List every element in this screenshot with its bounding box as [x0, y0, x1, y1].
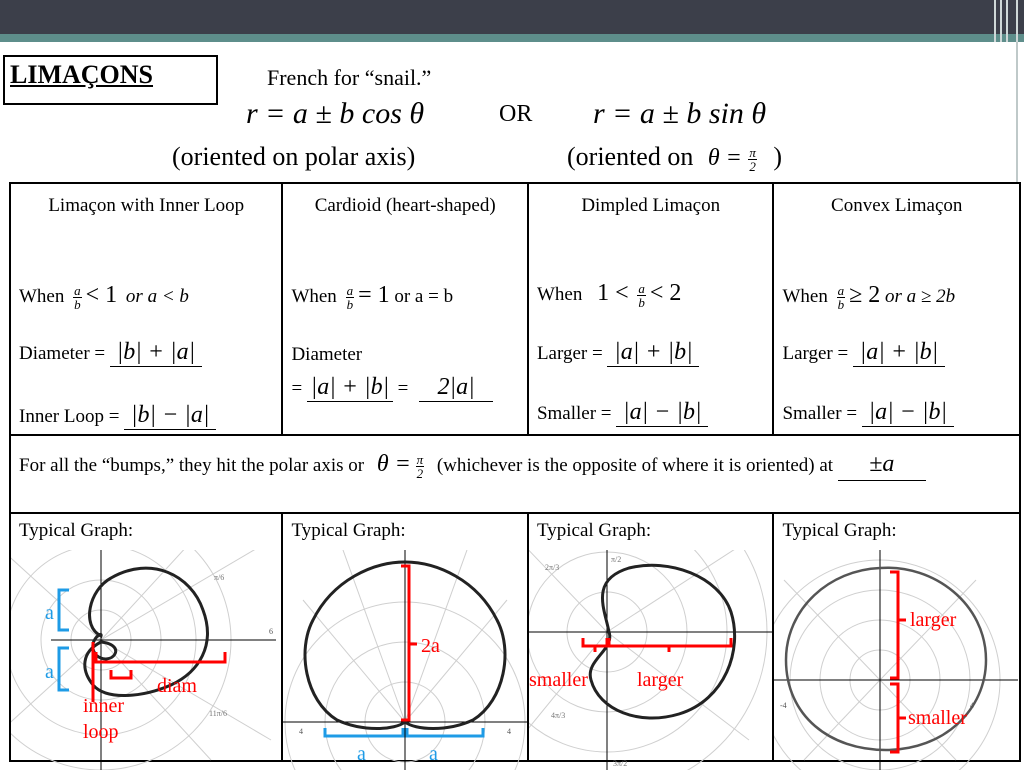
svg-text:π/6: π/6	[214, 573, 225, 582]
label-diam: diam	[157, 675, 197, 697]
svg-text:4: 4	[970, 701, 975, 710]
svg-text:2π/3: 2π/3	[544, 563, 560, 572]
graph-inner-loop	[10, 513, 282, 761]
column-dimpled	[528, 183, 774, 435]
svg-text:11π/6: 11π/6	[209, 709, 227, 718]
dimpled-graph	[529, 550, 773, 770]
typical-graph-label: Typical Graph:	[291, 520, 406, 541]
column-convex	[773, 183, 1020, 435]
slide-accent-stripe	[0, 34, 1024, 42]
sin-equation: r = a ± b sin θ	[593, 97, 767, 130]
label-a-top: a	[45, 602, 54, 624]
pi-over-2-fraction: $\frac{\pi}{2}$	[416, 452, 424, 482]
bumps-theta: θ =	[376, 451, 411, 477]
when-condition: When $\frac{a}{b}$ < 1 or a < b	[19, 282, 189, 313]
cos-orientation-note: (oriented on polar axis)	[172, 142, 416, 171]
svg-text:4π/3: 4π/3	[550, 711, 566, 720]
bumps-answer: ±a	[838, 448, 926, 481]
typical-graph-label: Typical Graph:	[19, 520, 134, 541]
or-label: OR	[499, 101, 533, 127]
label-larger: larger	[636, 669, 684, 691]
label-smaller: smaller	[528, 669, 588, 691]
graph-cardioid	[282, 513, 528, 765]
diameter-formula: = |a| + |b| = 2|a|	[291, 374, 493, 402]
svg-text:6: 6	[269, 627, 273, 636]
subtitle: French for “snail.”	[267, 65, 432, 90]
pi-over-2-fraction: $\frac{\pi}{2}$	[749, 144, 756, 174]
column-heading: Cardioid (heart-shaped)	[314, 195, 496, 216]
when-condition: When $\frac{a}{b}$ = 1 or a = b	[291, 282, 454, 313]
smaller-formula: Smaller = |a| − |b|	[782, 399, 953, 427]
cos-equation: r = a ± b cos θ	[246, 97, 425, 130]
cardioid-graph	[283, 550, 527, 770]
column-heading: Convex Limaçon	[831, 195, 963, 216]
typical-graph-label: Typical Graph:	[782, 520, 897, 541]
label-inner: inner	[83, 695, 125, 717]
page-title: LIMAÇONS	[10, 60, 154, 89]
larger-formula: Larger = |a| + |b|	[782, 339, 945, 367]
label-a-bottom: a	[45, 661, 54, 683]
sin-orientation-note	[567, 142, 782, 173]
inner-loop-graph	[11, 550, 281, 770]
orientation-theta: θ =	[707, 145, 742, 171]
label-loop: loop	[83, 721, 119, 743]
column-heading: Limaçon with Inner Loop	[48, 195, 245, 216]
svg-text:3π/2: 3π/2	[612, 759, 628, 768]
orientation-prefix: (oriented on	[567, 142, 694, 171]
label-a-right: a	[429, 743, 439, 765]
svg-text:π/2: π/2	[610, 555, 622, 564]
graph-convex	[773, 513, 1020, 761]
diameter-label: Diameter	[291, 344, 363, 365]
diameter-formula: Diameter = |b| + |a|	[19, 339, 202, 367]
orientation-suffix: )	[773, 142, 783, 171]
inner-loop-formula: Inner Loop = |b| − |a|	[19, 402, 216, 430]
column-inner-loop	[10, 183, 282, 435]
limacon-table	[9, 182, 1021, 768]
label-2a: 2a	[421, 635, 441, 657]
column-cardioid	[282, 183, 528, 435]
slide-top-bar	[0, 0, 1024, 34]
graph-dimpled	[528, 513, 774, 768]
svg-text:4: 4	[299, 727, 304, 736]
typical-graph-label: Typical Graph:	[536, 520, 652, 541]
slide-right-rule	[1016, 42, 1018, 182]
label-a-left: a	[357, 743, 367, 765]
bumps-text-start: For all the “bumps,” they hit the polar axis or	[19, 455, 365, 476]
larger-formula: Larger = |a| + |b|	[537, 339, 700, 367]
label-larger: larger	[910, 609, 957, 631]
svg-text:-4: -4	[780, 701, 788, 710]
when-condition: When $\frac{a}{b}$ ≥ 2 or a ≥ 2b	[782, 282, 956, 313]
when-condition: When 1 < $\frac{a}{b}$ < 2	[536, 280, 682, 311]
slide-corner-decoration	[988, 0, 1024, 42]
svg-text:4: 4	[507, 727, 512, 736]
smaller-formula: Smaller = |a| − |b|	[537, 399, 708, 427]
bumps-note	[10, 435, 1020, 513]
label-smaller: smaller	[908, 707, 968, 729]
bumps-text-end: (whichever is the opposite of where it is oriented) at	[436, 455, 834, 476]
column-heading: Dimpled Limaçon	[581, 195, 721, 216]
convex-graph	[774, 550, 1018, 770]
